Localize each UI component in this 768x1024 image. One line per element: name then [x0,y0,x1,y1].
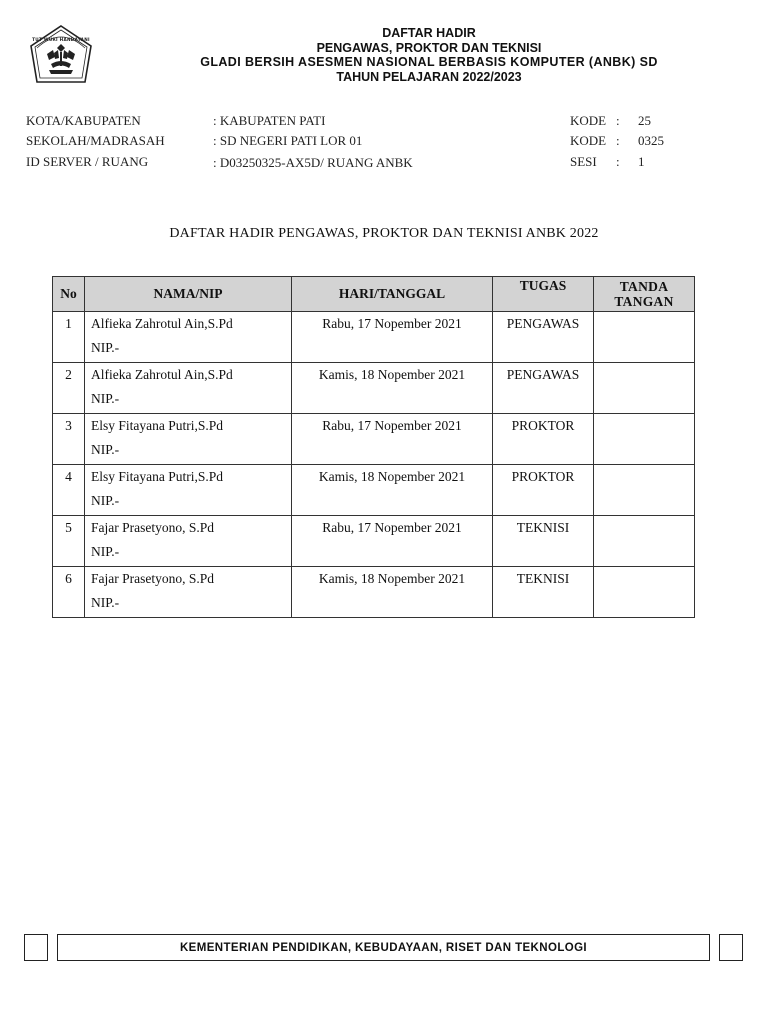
row-number: 5 [53,516,85,567]
kota-label: KOTA/KABUPATEN [26,113,141,128]
header-name: NAMA/NIP [85,277,292,312]
kode-sekolah-separator: : [616,133,620,148]
kode-sekolah-label: KODE [570,133,607,148]
footer-right-box [719,934,743,961]
header-task: TUGAS [493,277,594,312]
row-task: PENGAWAS [493,312,594,363]
row-date: Kamis, 18 Nopember 2021 [292,363,493,414]
server-value: : D03250325-AX5D/ RUANG ANBK [213,155,413,170]
row-task: PROKTOR [493,465,594,516]
kota-value: : KABUPATEN PATI [213,113,326,128]
table-row [53,516,695,567]
row-name: Elsy Fitayana Putri,S.Pd [91,418,224,433]
header-signature-line-1: TANDA [619,279,669,294]
sesi-value: 1 [638,154,645,169]
row-name: Fajar Prasetyono, S.Pd [91,571,214,586]
table-row [53,567,695,618]
kode-sekolah-value: 0325 [638,133,664,148]
row-number: 6 [53,567,85,618]
tut-wuri-handayani-logo [25,24,97,90]
table-row [53,312,695,363]
row-signature-cell[interactable] [594,465,695,516]
row-signature-cell[interactable] [594,414,695,465]
table-title: DAFTAR HADIR PENGAWAS, PROKTOR DAN TEKNISI ANBK 2022 [169,226,599,241]
footer-ministry [57,934,710,961]
kode-kab-label: KODE [570,113,607,128]
table-row [53,363,695,414]
row-number: 4 [53,465,85,516]
row-name-cell [85,567,292,618]
sekolah-value: : SD NEGERI PATI LOR 01 [213,133,363,148]
table-row [53,465,695,516]
header-line-1: DAFTAR HADIR [382,26,476,40]
row-name: Elsy Fitayana Putri,S.Pd [91,469,224,484]
header-signature-line-2: TANGAN [614,294,674,309]
row-signature-cell[interactable] [594,312,695,363]
header-date: HARI/TANGGAL [292,277,493,312]
svg-text:TUT WURI HANDAYANI: TUT WURI HANDAYANI [32,37,90,42]
row-name-cell [85,516,292,567]
row-name-cell [85,312,292,363]
row-number: 1 [53,312,85,363]
row-nip: NIP.- [91,340,120,355]
header-line-2: PENGAWAS, PROKTOR DAN TEKNISI [316,40,542,55]
row-date: Kamis, 18 Nopember 2021 [292,465,493,516]
sekolah-label: SEKOLAH/MADRASAH [26,133,165,148]
sesi-label: SESI [570,154,597,169]
row-task: TEKNISI [493,567,594,618]
row-task: TEKNISI [493,516,594,567]
row-number: 2 [53,363,85,414]
attendance-table [52,276,695,618]
header-line-4: TAHUN PELAJARAN 2022/2023 [336,69,522,84]
server-label: ID SERVER / RUANG [26,154,149,169]
row-name-cell [85,363,292,414]
table-row [53,414,695,465]
kode-kab-separator: : [616,113,620,128]
row-name-cell [85,414,292,465]
header-signature [594,277,695,312]
row-name-cell [85,465,292,516]
header-line-3: GLADI BERSIH ASESMEN NASIONAL BERBASIS KOMPUTER (ANBK) SD [200,55,658,69]
row-nip: NIP.- [91,442,120,457]
sesi-separator: : [616,154,620,169]
row-task: PROKTOR [493,414,594,465]
row-number: 3 [53,414,85,465]
footer-left-box [24,934,48,961]
row-name: Fajar Prasetyono, S.Pd [91,520,214,535]
row-nip: NIP.- [91,493,120,508]
document-header [100,26,758,84]
row-signature-cell[interactable] [594,363,695,414]
row-nip: NIP.- [91,595,120,610]
row-nip: NIP.- [91,391,120,406]
header-no: No [53,277,85,312]
row-name: Alfieka Zahrotul Ain,S.Pd [91,316,233,331]
row-date: Rabu, 17 Nopember 2021 [292,312,493,363]
row-name: Alfieka Zahrotul Ain,S.Pd [91,367,233,382]
row-date: Kamis, 18 Nopember 2021 [292,567,493,618]
footer-text: KEMENTERIAN PENDIDIKAN, KEBUDAYAAN, RISET DAN TEKNOLOGI [179,941,588,954]
kode-kab-value: 25 [638,113,651,128]
table-header-row [53,277,695,312]
row-date: Rabu, 17 Nopember 2021 [292,414,493,465]
row-date: Rabu, 17 Nopember 2021 [292,516,493,567]
row-signature-cell[interactable] [594,516,695,567]
row-nip: NIP.- [91,544,120,559]
row-signature-cell[interactable] [594,567,695,618]
row-task: PENGAWAS [493,363,594,414]
